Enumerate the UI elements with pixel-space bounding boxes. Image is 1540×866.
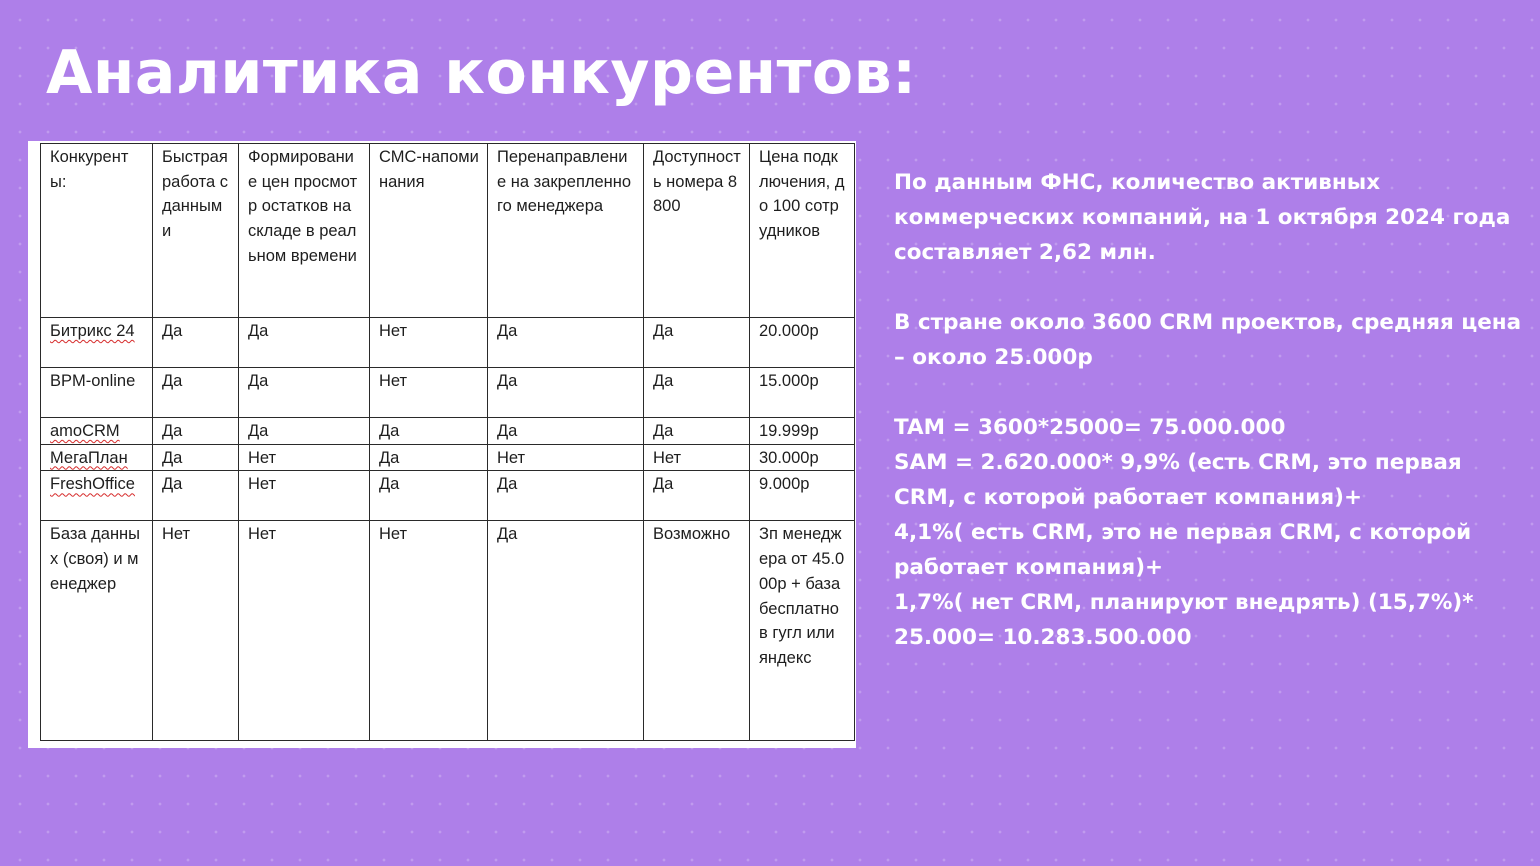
- table-cell: Да: [153, 444, 239, 471]
- table-cell: Да: [644, 318, 750, 368]
- table-cell: 30.000р: [750, 444, 855, 471]
- table-cell: Нет: [370, 368, 488, 418]
- competitor-table-panel: [28, 141, 856, 748]
- table-cell: Нет: [153, 521, 239, 741]
- header-cell: Цена подключения, до 100 сотрудников: [750, 144, 855, 318]
- table-cell: Да: [370, 471, 488, 521]
- competitor-name: amoCRM: [41, 418, 153, 445]
- table-cell: Нет: [239, 471, 370, 521]
- table-row: [41, 521, 855, 741]
- header-cell: СМС-напоминания: [370, 144, 488, 318]
- table-cell: Нет: [239, 444, 370, 471]
- table-cell: 20.000р: [750, 318, 855, 368]
- competitor-name: FreshOffice: [41, 471, 153, 521]
- table-cell: Нет: [488, 444, 644, 471]
- slide-title: Аналитика конкурентов:: [46, 38, 917, 108]
- table-cell: Нет: [239, 521, 370, 741]
- table-row: [41, 444, 855, 471]
- table-cell: Да: [488, 471, 644, 521]
- table-cell: Да: [644, 471, 750, 521]
- table-cell: 19.999р: [750, 418, 855, 445]
- sam-line: SAM = 2.620.000* 9,9% (есть CRM, это первая CRM, с которой работает компания)+: [894, 450, 1462, 510]
- fns-statistic: По данным ФНС, количество активных коммерческих компаний, на 1 октября 2024 года составляет 2,62 млн.: [894, 170, 1511, 265]
- header-cell: Быстрая работа с данными: [153, 144, 239, 318]
- competitor-name: BPM-online: [41, 368, 153, 418]
- table-cell: Нет: [644, 444, 750, 471]
- table-row: [41, 418, 855, 445]
- competitor-table: [40, 143, 855, 741]
- header-cell: Формирование цен просмотр остатков на складе в реальном времени: [239, 144, 370, 318]
- sam-line: 4,1%( есть CRM, это не первая CRM, с которой работает компания)+: [894, 520, 1472, 580]
- market-size-calculation: [894, 410, 1530, 655]
- header-cell: Конкуренты:: [41, 144, 153, 318]
- tam-line: TAM = 3600*25000= 75.000.000: [894, 415, 1286, 440]
- market-info: [894, 165, 1530, 655]
- table-cell: Да: [239, 418, 370, 445]
- table-cell: Да: [370, 444, 488, 471]
- table-cell: Да: [644, 368, 750, 418]
- table-cell: Да: [370, 418, 488, 445]
- table-header-row: [41, 144, 855, 318]
- table-row: [41, 471, 855, 521]
- table-cell: Нет: [370, 318, 488, 368]
- table-cell: Да: [239, 368, 370, 418]
- table-cell: Да: [153, 418, 239, 445]
- competitor-name: База данных (своя) и менеджер: [41, 521, 153, 741]
- table-cell: Да: [488, 418, 644, 445]
- table-cell: Нет: [370, 521, 488, 741]
- table-cell: Да: [153, 368, 239, 418]
- competitor-name: МегаПлан: [41, 444, 153, 471]
- table-row: [41, 318, 855, 368]
- table-row: [41, 368, 855, 418]
- table-cell: Да: [153, 318, 239, 368]
- table-cell: Да: [488, 368, 644, 418]
- table-cell: Да: [644, 418, 750, 445]
- table-cell: Да: [153, 471, 239, 521]
- sam-line: 1,7%( нет CRM, планируют внедрять) (15,7%)* 25.000= 10.283.500.000: [894, 590, 1474, 650]
- competitor-name: Битрикс 24: [41, 318, 153, 368]
- table-cell: Возможно: [644, 521, 750, 741]
- table-cell: Да: [488, 521, 644, 741]
- header-cell: Перенаправление на закрепленного менеджера: [488, 144, 644, 318]
- table-cell: Зп менеджера от 45.000р + база бесплатно в гугл или яндекс: [750, 521, 855, 741]
- table-cell: Да: [488, 318, 644, 368]
- table-cell: 9.000р: [750, 471, 855, 521]
- table-cell: 15.000р: [750, 368, 855, 418]
- table-cell: Да: [239, 318, 370, 368]
- crm-projects-statistic: В стране около 3600 CRM проектов, средняя цена – около 25.000р: [894, 310, 1522, 370]
- header-cell: Доступность номера 8800: [644, 144, 750, 318]
